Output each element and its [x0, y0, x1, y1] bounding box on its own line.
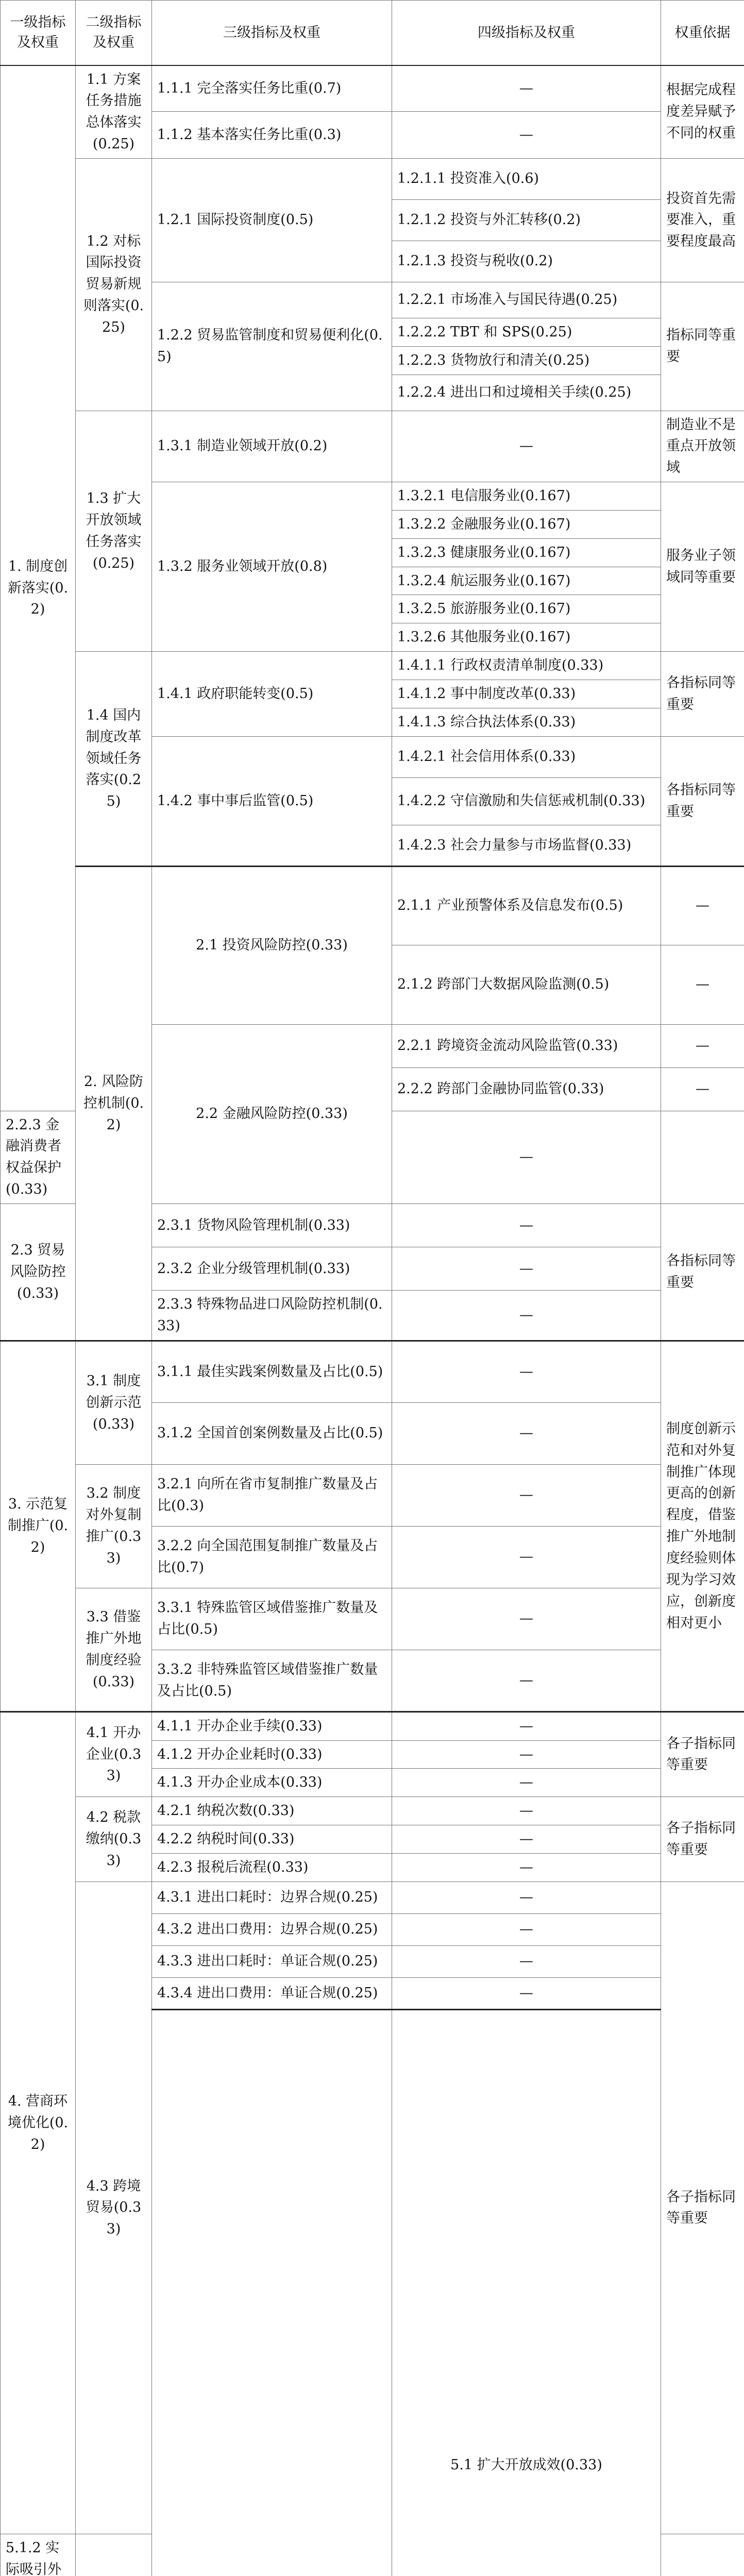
header-level4: 四级指标及权重	[392, 1, 661, 65]
level4-cell: —	[392, 1882, 661, 1913]
level2-cell: 2.1 投资风险防控(0.33)	[152, 866, 392, 1024]
level2-cell: 3.1 制度创新示范(0.33)	[76, 1341, 152, 1464]
level4-cell: 1.3.2.5 旅游服务业(0.167)	[392, 595, 661, 623]
level4-cell: 1.3.2.2 金融服务业(0.167)	[392, 510, 661, 538]
level3-cell: 4.2.2 纳税时间(0.33)	[152, 1825, 392, 1854]
header-level1: 一级指标及权重	[1, 1, 76, 65]
level3-cell: 4.3.2 进出口费用：边界合规(0.25)	[152, 1913, 392, 1945]
level2-cell: 1.3 扩大开放领域任务落实(0.25)	[76, 411, 152, 652]
level4-cell: —	[392, 1588, 661, 1650]
level4-cell: —	[392, 1711, 661, 1740]
header-weight-basis: 权重依据	[661, 1, 744, 65]
level4-cell: 1.3.2.1 电信服务业(0.167)	[392, 482, 661, 511]
level4-cell: —	[392, 1464, 661, 1526]
level1-cell: 4. 营商环境优化(0.2)	[1, 1711, 76, 2534]
level4-cell: 1.4.1.1 行政权责清单制度(0.33)	[392, 652, 661, 680]
level3-cell: 3.2.2 向全国范围复制推广数量及占比(0.7)	[152, 1526, 392, 1588]
level4-cell: 1.4.2.3 社会力量参与市场监督(0.33)	[392, 825, 661, 866]
level3-cell: 1.3.1 制造业领域开放(0.2)	[152, 411, 392, 482]
level3-cell: 2.1.2 跨部门大数据风险监测(0.5)	[392, 945, 661, 1024]
weight-basis-cell: 制造业不是重点开放领域	[661, 411, 744, 482]
level3-cell: 3.3.2 非特殊监管区域借鉴推广数量及占比(0.5)	[152, 1650, 392, 1711]
level2-cell: 4.2 税款缴纳(0.33)	[76, 1797, 152, 1882]
level4-cell: 1.3.2.3 健康服务业(0.167)	[392, 538, 661, 567]
weight-basis-cell: 制度创新示范和对外复制推广体现更高的创新程度，借鉴推广外地制度经验则体现为学习效应，创新度相对更小	[661, 1341, 744, 1711]
weight-basis-cell: 各指标同等重要	[661, 1204, 744, 1341]
level4-cell: 1.4.1.3 综合执法体系(0.33)	[392, 708, 661, 736]
level3-cell: 2.1.1 产业预警体系及信息发布(0.5)	[392, 866, 661, 945]
weight-basis-cell: 根据完成程度差异赋予不同的权重	[661, 65, 744, 159]
weight-basis-cell: 各指标同等重要	[661, 652, 744, 737]
header-level2: 二级指标及权重	[76, 1, 152, 65]
level4-cell: 1.4.1.2 事中制度改革(0.33)	[392, 680, 661, 708]
level4-cell: —	[392, 1853, 661, 1882]
level4-cell: 1.2.1.1 投资准入(0.6)	[392, 158, 661, 199]
level3-cell: 2.3.1 货物风险管理机制(0.33)	[152, 1204, 392, 1247]
level3-cell: 4.1.3 开办企业成本(0.33)	[152, 1769, 392, 1797]
table-row	[1, 866, 744, 945]
level4-cell: —	[392, 1769, 661, 1797]
weight-basis-cell: 各子指标同等重要	[661, 1797, 744, 1882]
level4-cell: —	[392, 1740, 661, 1769]
level1-cell: 2. 风险防控机制(0.2)	[76, 866, 152, 1341]
level3-cell: 4.3.1 进出口耗时：边界合规(0.25)	[152, 1882, 392, 1913]
table-row	[1, 1588, 744, 1650]
table-row	[1, 1797, 744, 1825]
level3-cell: 2.2.2 跨部门金融协同监管(0.33)	[392, 1067, 661, 1111]
table-row	[1, 158, 744, 199]
level3-cell: 2.3.3 特殊物品进口风险防控机制(0.33)	[152, 1290, 392, 1341]
level1-cell	[152, 2009, 392, 2576]
level4-cell: —	[661, 945, 744, 1024]
level4-cell: —	[392, 1913, 661, 1945]
level3-cell: 3.2.1 向所在省市复制推广数量及占比(0.3)	[152, 1464, 392, 1526]
level4-cell: 1.4.2.1 社会信用体系(0.33)	[392, 736, 661, 777]
level3-cell: 3.3.1 特殊监管区域借鉴推广数量及占比(0.5)	[152, 1588, 392, 1650]
table-row	[1, 1341, 744, 1402]
header-level3: 三级指标及权重	[152, 1, 392, 65]
level3-cell: 1.1.2 基本落实任务比重(0.3)	[152, 112, 392, 158]
level3-cell: 3.1.2 全国首创案例数量及占比(0.5)	[152, 1402, 392, 1464]
weight-basis-cell: 各指标同等重要	[661, 736, 744, 866]
level3-cell: 1.4.2 事中事后监管(0.5)	[152, 736, 392, 866]
level1-cell: 3. 示范复制推广(0.2)	[1, 1341, 76, 1711]
level4-cell: —	[392, 1247, 661, 1290]
weight-basis-cell: 投资首先需要准入，重要程度最高	[661, 158, 744, 282]
level3-cell: 1.3.2 服务业领域开放(0.8)	[152, 482, 392, 652]
level3-cell: 2.2.1 跨境资金流动风险监管(0.33)	[392, 1024, 661, 1067]
level4-cell: 1.2.2.1 市场准入与国民待遇(0.25)	[392, 282, 661, 318]
level4-cell: —	[392, 112, 661, 158]
level2-cell: 5.1 扩大开放成效(0.33)	[392, 2009, 661, 2576]
level4-cell: —	[392, 65, 661, 112]
level3-cell: 1.1.1 完全落实任务比重(0.7)	[152, 65, 392, 112]
table-row	[1, 1464, 744, 1526]
table-row	[1, 1882, 744, 1913]
level2-cell: 2.2 金融风险防控(0.33)	[152, 1024, 392, 1204]
level3-cell: 4.3.3 进出口耗时：单证合规(0.25)	[152, 1945, 392, 1977]
level4-cell	[76, 2534, 152, 2576]
level4-cell: 1.2.2.4 进出口和过境相关手续(0.25)	[392, 375, 661, 411]
level4-cell: —	[661, 866, 744, 945]
level4-cell: —	[392, 1341, 661, 1402]
level2-cell: 2.3 贸易风险防控(0.33)	[1, 1204, 76, 1341]
table-row	[1, 652, 744, 680]
level3-cell: 2.2.3 金融消费者权益保护(0.33)	[1, 1111, 76, 1204]
level4-cell: —	[392, 411, 661, 482]
level4-cell: —	[392, 1945, 661, 1977]
level3-cell: 4.2.3 报税后流程(0.33)	[152, 1853, 392, 1882]
level3-cell: 1.2.2 贸易监管制度和贸易便利化(0.5)	[152, 282, 392, 411]
header-row	[1, 1, 744, 65]
level2-cell: 3.2 制度对外复制推广(0.33)	[76, 1464, 152, 1588]
level2-cell: 1.1 方案任务措施总体落实(0.25)	[76, 65, 152, 159]
level3-cell: 4.2.1 纳税次数(0.33)	[152, 1797, 392, 1825]
level2-cell: 1.4 国内制度改革领域任务落实(0.25)	[76, 652, 152, 867]
level4-cell: —	[392, 1650, 661, 1711]
level4-cell: —	[392, 1526, 661, 1588]
level4-cell: 1.3.2.6 其他服务业(0.167)	[392, 623, 661, 652]
level2-cell: 4.1 开办企业(0.33)	[76, 1711, 152, 1797]
level4-cell: —	[392, 1977, 661, 2009]
level3-cell: 4.1.2 开办企业耗时(0.33)	[152, 1740, 392, 1769]
level4-cell: —	[392, 1797, 661, 1825]
level4-cell: —	[392, 1290, 661, 1341]
weight-basis-cell: 指标同等重要	[661, 282, 744, 411]
table-row	[1, 1711, 744, 1740]
indicator-table-body	[1, 65, 744, 2576]
level2-cell: 3.3 借鉴推广外地制度经验(0.33)	[76, 1588, 152, 1711]
level4-cell: —	[392, 1204, 661, 1247]
level4-cell: 1.2.1.2 投资与外汇转移(0.2)	[392, 199, 661, 241]
level4-cell: 1.2.2.2 TBT 和 SPS(0.25)	[392, 318, 661, 346]
level2-cell: 1.2 对标国际投资贸易新规则落实(0.25)	[76, 158, 152, 411]
weight-basis-cell: 各子指标同等重要	[661, 1711, 744, 1797]
level4-cell: —	[392, 1825, 661, 1854]
level4-cell: 1.2.2.3 货物放行和清关(0.25)	[392, 346, 661, 375]
weight-basis-cell: 服务业子领域同等重要	[661, 482, 744, 652]
level4-cell: —	[661, 1024, 744, 1067]
level3-cell: 2.3.2 企业分级管理机制(0.33)	[152, 1247, 392, 1290]
level2-cell: 4.3 跨境贸易(0.33)	[76, 1882, 152, 2534]
level4-cell: 1.4.2.2 守信激励和失信惩戒机制(0.33)	[392, 777, 661, 825]
level4-cell: —	[392, 1111, 661, 1204]
level4-cell: 1.2.1.3 投资与税收(0.2)	[392, 241, 661, 282]
level3-cell: 3.1.1 最佳实践案例数量及占比(0.5)	[152, 1341, 392, 1402]
level3-cell: 1.4.1 政府职能转变(0.5)	[152, 652, 392, 737]
table-row	[1, 65, 744, 112]
level3-cell: 4.3.4 进出口费用：单证合规(0.25)	[152, 1977, 392, 2009]
level3-cell: 5.1.2 实际吸引外	[1, 2534, 76, 2576]
table-row	[1, 411, 744, 482]
weight-basis-cell: 各子指标同等重要	[661, 1882, 744, 2534]
level4-cell: —	[392, 1402, 661, 1464]
level3-cell: 1.2.1 国际投资制度(0.5)	[152, 158, 392, 282]
level4-cell: 1.3.2.4 航运服务业(0.167)	[392, 567, 661, 595]
level3-cell: 4.1.1 开办企业手续(0.33)	[152, 1711, 392, 1740]
level4-cell: —	[661, 1067, 744, 1111]
level1-cell: 1. 制度创新落实(0.2)	[1, 65, 76, 1111]
